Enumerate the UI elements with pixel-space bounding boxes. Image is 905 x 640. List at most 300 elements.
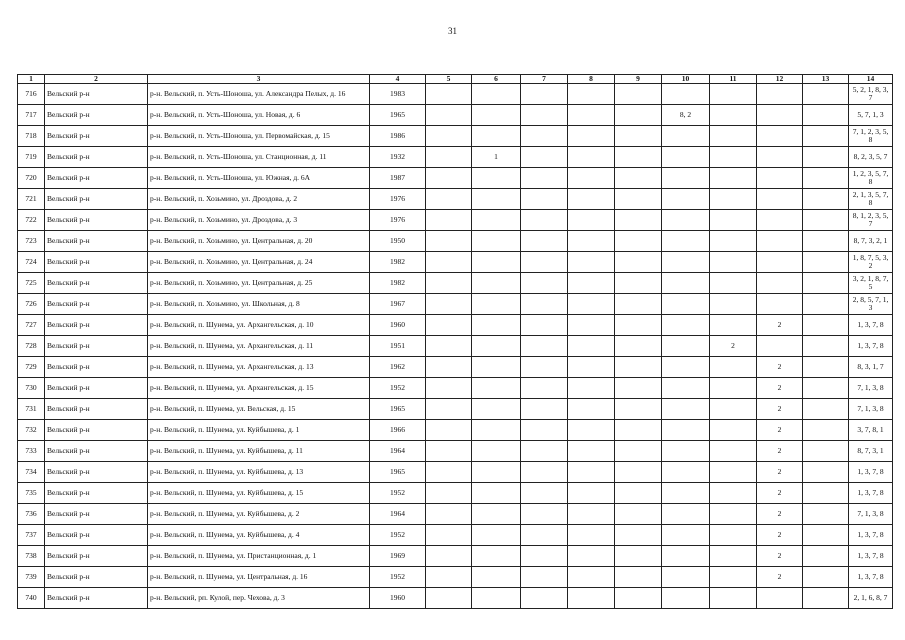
col9-cell (615, 315, 662, 336)
col8-cell (568, 210, 615, 231)
col8-cell (568, 252, 615, 273)
col9-cell (615, 483, 662, 504)
col11-cell: 2 (710, 336, 757, 357)
col11-cell (710, 357, 757, 378)
col10-cell (662, 378, 710, 399)
district-cell: Вельский р-н (45, 546, 148, 567)
col9-cell (615, 420, 662, 441)
col6-cell (472, 315, 521, 336)
col7-cell (521, 567, 568, 588)
table-row (18, 462, 893, 483)
table-row (18, 126, 893, 147)
col7-cell (521, 315, 568, 336)
year-cell: 1964 (370, 441, 426, 462)
col12-cell (757, 84, 803, 105)
col14-cell: 8, 3, 1, 7 (849, 357, 893, 378)
row-number-cell: 722 (18, 210, 45, 231)
col5-cell (426, 378, 472, 399)
col11-cell (710, 441, 757, 462)
col5-cell (426, 336, 472, 357)
year-cell: 1982 (370, 252, 426, 273)
table-body (18, 84, 893, 609)
col8-cell (568, 84, 615, 105)
col9-cell (615, 357, 662, 378)
address-cell: р-н. Вельский, п. Усть-Шоноша, ул. Новая, д. 6 (148, 105, 370, 126)
col8-cell (568, 588, 615, 609)
col5-cell (426, 525, 472, 546)
col11-cell (710, 525, 757, 546)
table-row (18, 231, 893, 252)
col14-cell: 2, 1, 6, 8, 7 (849, 588, 893, 609)
col7-cell (521, 336, 568, 357)
district-cell: Вельский р-н (45, 105, 148, 126)
col8-cell (568, 483, 615, 504)
col13-cell (803, 588, 849, 609)
year-cell: 1983 (370, 84, 426, 105)
col9-cell (615, 126, 662, 147)
col13-cell (803, 420, 849, 441)
col14-cell: 8, 7, 3, 2, 1 (849, 231, 893, 252)
district-cell: Вельский р-н (45, 84, 148, 105)
address-cell: р-н. Вельский, п. Шунема, ул. Архангельская, д. 15 (148, 378, 370, 399)
table-row (18, 336, 893, 357)
col13-cell (803, 252, 849, 273)
col6-cell (472, 525, 521, 546)
col13-cell (803, 105, 849, 126)
col5-cell (426, 231, 472, 252)
col11-cell (710, 546, 757, 567)
col10-cell (662, 294, 710, 315)
row-number-cell: 732 (18, 420, 45, 441)
row-number-cell: 728 (18, 336, 45, 357)
col9-cell (615, 231, 662, 252)
col8-cell (568, 273, 615, 294)
col14-cell: 7, 1, 3, 8 (849, 378, 893, 399)
row-number-cell: 733 (18, 441, 45, 462)
column-header: 6 (472, 75, 521, 84)
year-cell: 1952 (370, 483, 426, 504)
col12-cell (757, 231, 803, 252)
col7-cell (521, 210, 568, 231)
col5-cell (426, 210, 472, 231)
col14-cell: 1, 2, 3, 5, 7, 8 (849, 168, 893, 189)
col5-cell (426, 462, 472, 483)
col7-cell (521, 504, 568, 525)
district-cell: Вельский р-н (45, 525, 148, 546)
col10-cell (662, 462, 710, 483)
row-number-cell: 723 (18, 231, 45, 252)
col12-cell: 2 (757, 546, 803, 567)
col11-cell (710, 189, 757, 210)
column-header: 2 (45, 75, 148, 84)
col11-cell (710, 168, 757, 189)
col8-cell (568, 462, 615, 483)
row-number-cell: 718 (18, 126, 45, 147)
col5-cell (426, 441, 472, 462)
col13-cell (803, 168, 849, 189)
column-header: 1 (18, 75, 45, 84)
col9-cell (615, 210, 662, 231)
col6-cell (472, 420, 521, 441)
year-cell: 1976 (370, 210, 426, 231)
column-header: 8 (568, 75, 615, 84)
col6-cell (472, 546, 521, 567)
col6-cell (472, 273, 521, 294)
col13-cell (803, 483, 849, 504)
col9-cell (615, 462, 662, 483)
col10-cell (662, 168, 710, 189)
address-cell: р-н. Вельский, п. Шунема, ул. Архангельская, д. 13 (148, 357, 370, 378)
year-cell: 1987 (370, 168, 426, 189)
address-cell: р-н. Вельский, п. Шунема, ул. Куйбышева, д. 4 (148, 525, 370, 546)
col8-cell (568, 168, 615, 189)
col7-cell (521, 420, 568, 441)
col12-cell (757, 105, 803, 126)
address-cell: р-н. Вельский, п. Шунема, ул. Вельская, д. 15 (148, 399, 370, 420)
col14-cell: 2, 8, 5, 7, 1, 3 (849, 294, 893, 315)
row-number-cell: 735 (18, 483, 45, 504)
col7-cell (521, 273, 568, 294)
table-row (18, 105, 893, 126)
col9-cell (615, 105, 662, 126)
col14-cell: 7, 1, 3, 8 (849, 399, 893, 420)
address-cell: р-н. Вельский, п. Усть-Шоноша, ул. Александра Пелых, д. 16 (148, 84, 370, 105)
col12-cell: 2 (757, 483, 803, 504)
col13-cell (803, 357, 849, 378)
col8-cell (568, 126, 615, 147)
district-cell: Вельский р-н (45, 168, 148, 189)
data-table (17, 74, 893, 609)
col8-cell (568, 231, 615, 252)
year-cell: 1960 (370, 315, 426, 336)
year-cell: 1965 (370, 399, 426, 420)
col11-cell (710, 504, 757, 525)
col9-cell (615, 546, 662, 567)
column-header: 13 (803, 75, 849, 84)
col6-cell (472, 504, 521, 525)
col8-cell (568, 294, 615, 315)
district-cell: Вельский р-н (45, 336, 148, 357)
column-header: 5 (426, 75, 472, 84)
col7-cell (521, 231, 568, 252)
col10-cell (662, 441, 710, 462)
year-cell: 1932 (370, 147, 426, 168)
col13-cell (803, 336, 849, 357)
col6-cell (472, 399, 521, 420)
col13-cell (803, 84, 849, 105)
col12-cell (757, 273, 803, 294)
col14-cell: 1, 3, 7, 8 (849, 525, 893, 546)
district-cell: Вельский р-н (45, 420, 148, 441)
col9-cell (615, 525, 662, 546)
year-cell: 1952 (370, 378, 426, 399)
col10-cell (662, 483, 710, 504)
col5-cell (426, 273, 472, 294)
district-cell: Вельский р-н (45, 357, 148, 378)
col9-cell (615, 189, 662, 210)
district-cell: Вельский р-н (45, 147, 148, 168)
col6-cell (472, 441, 521, 462)
col8-cell (568, 504, 615, 525)
col13-cell (803, 126, 849, 147)
col5-cell (426, 483, 472, 504)
col14-cell: 8, 7, 3, 1 (849, 441, 893, 462)
col13-cell (803, 378, 849, 399)
address-cell: р-н. Вельский, п. Хозьмино, ул. Дроздова, д. 3 (148, 210, 370, 231)
address-cell: р-н. Вельский, п. Шунема, ул. Куйбышева, д. 15 (148, 483, 370, 504)
district-cell: Вельский р-н (45, 126, 148, 147)
year-cell: 1950 (370, 231, 426, 252)
col11-cell (710, 84, 757, 105)
column-header: 14 (849, 75, 893, 84)
year-cell: 1962 (370, 357, 426, 378)
col13-cell (803, 189, 849, 210)
row-number-cell: 736 (18, 504, 45, 525)
col13-cell (803, 273, 849, 294)
district-cell: Вельский р-н (45, 210, 148, 231)
col10-cell (662, 336, 710, 357)
district-cell: Вельский р-н (45, 483, 148, 504)
col9-cell (615, 399, 662, 420)
col13-cell (803, 147, 849, 168)
col7-cell (521, 588, 568, 609)
col7-cell (521, 126, 568, 147)
col7-cell (521, 357, 568, 378)
col11-cell (710, 378, 757, 399)
table-row (18, 357, 893, 378)
address-cell: р-н. Вельский, п. Усть-Шоноша, ул. Первомайская, д. 15 (148, 126, 370, 147)
row-number-cell: 737 (18, 525, 45, 546)
col5-cell (426, 84, 472, 105)
col5-cell (426, 126, 472, 147)
col12-cell (757, 147, 803, 168)
col12-cell: 2 (757, 504, 803, 525)
district-cell: Вельский р-н (45, 441, 148, 462)
table-row (18, 189, 893, 210)
district-cell: Вельский р-н (45, 504, 148, 525)
row-number-cell: 720 (18, 168, 45, 189)
col13-cell (803, 546, 849, 567)
col12-cell (757, 210, 803, 231)
district-cell: Вельский р-н (45, 315, 148, 336)
row-number-cell: 716 (18, 84, 45, 105)
col11-cell (710, 210, 757, 231)
col6-cell (472, 336, 521, 357)
row-number-cell: 719 (18, 147, 45, 168)
col9-cell (615, 147, 662, 168)
year-cell: 1976 (370, 189, 426, 210)
col14-cell: 1, 3, 7, 8 (849, 462, 893, 483)
col13-cell (803, 567, 849, 588)
col12-cell: 2 (757, 567, 803, 588)
col12-cell: 2 (757, 399, 803, 420)
district-cell: Вельский р-н (45, 378, 148, 399)
col10-cell (662, 315, 710, 336)
table-row (18, 147, 893, 168)
address-cell: р-н. Вельский, п. Шунема, ул. Пристанционная, д. 1 (148, 546, 370, 567)
col9-cell (615, 336, 662, 357)
col6-cell (472, 588, 521, 609)
col12-cell: 2 (757, 441, 803, 462)
col6-cell (472, 231, 521, 252)
col11-cell (710, 462, 757, 483)
col5-cell (426, 399, 472, 420)
col5-cell (426, 315, 472, 336)
col8-cell (568, 546, 615, 567)
col10-cell (662, 189, 710, 210)
col11-cell (710, 420, 757, 441)
row-number-cell: 740 (18, 588, 45, 609)
col9-cell (615, 378, 662, 399)
col7-cell (521, 525, 568, 546)
col10-cell (662, 525, 710, 546)
row-number-cell: 739 (18, 567, 45, 588)
col13-cell (803, 504, 849, 525)
col13-cell (803, 210, 849, 231)
row-number-cell: 727 (18, 315, 45, 336)
col10-cell (662, 273, 710, 294)
header-row (18, 75, 893, 84)
row-number-cell: 725 (18, 273, 45, 294)
col7-cell (521, 378, 568, 399)
col9-cell (615, 441, 662, 462)
column-header: 12 (757, 75, 803, 84)
col7-cell (521, 441, 568, 462)
col7-cell (521, 105, 568, 126)
col11-cell (710, 483, 757, 504)
col12-cell (757, 252, 803, 273)
col5-cell (426, 357, 472, 378)
address-cell: р-н. Вельский, п. Хозьмино, ул. Центральная, д. 20 (148, 231, 370, 252)
table-row (18, 84, 893, 105)
col7-cell (521, 399, 568, 420)
year-cell: 1966 (370, 420, 426, 441)
col11-cell (710, 273, 757, 294)
col5-cell (426, 504, 472, 525)
col9-cell (615, 252, 662, 273)
address-cell: р-н. Вельский, п. Усть-Шоноша, ул. Станционная, д. 11 (148, 147, 370, 168)
address-cell: р-н. Вельский, п. Шунема, ул. Куйбышева, д. 1 (148, 420, 370, 441)
district-cell: Вельский р-н (45, 294, 148, 315)
row-number-cell: 724 (18, 252, 45, 273)
col14-cell: 7, 1, 3, 8 (849, 504, 893, 525)
col5-cell (426, 546, 472, 567)
col5-cell (426, 105, 472, 126)
col6-cell (472, 126, 521, 147)
col12-cell: 2 (757, 378, 803, 399)
col11-cell (710, 315, 757, 336)
col10-cell (662, 588, 710, 609)
col6-cell (472, 294, 521, 315)
district-cell: Вельский р-н (45, 273, 148, 294)
table-row (18, 504, 893, 525)
col12-cell: 2 (757, 525, 803, 546)
col7-cell (521, 483, 568, 504)
page-number: 31 (448, 26, 457, 36)
table-row (18, 588, 893, 609)
address-cell: р-н. Вельский, п. Хозьмино, ул. Центральная, д. 24 (148, 252, 370, 273)
col14-cell: 1, 3, 7, 8 (849, 315, 893, 336)
col13-cell (803, 315, 849, 336)
col10-cell (662, 252, 710, 273)
col12-cell (757, 168, 803, 189)
address-cell: р-н. Вельский, п. Шунема, ул. Архангельская, д. 10 (148, 315, 370, 336)
col6-cell (472, 168, 521, 189)
col10-cell (662, 504, 710, 525)
col13-cell (803, 231, 849, 252)
table-row (18, 525, 893, 546)
table-row (18, 546, 893, 567)
col7-cell (521, 84, 568, 105)
col8-cell (568, 189, 615, 210)
col8-cell (568, 315, 615, 336)
table-row (18, 378, 893, 399)
column-header: 10 (662, 75, 710, 84)
col14-cell: 1, 8, 7, 5, 3, 2 (849, 252, 893, 273)
col7-cell (521, 147, 568, 168)
district-cell: Вельский р-н (45, 462, 148, 483)
col6-cell (472, 252, 521, 273)
col14-cell: 1, 3, 7, 8 (849, 336, 893, 357)
address-cell: р-н. Вельский, п. Хозьмино, ул. Школьная, д. 8 (148, 294, 370, 315)
col5-cell (426, 294, 472, 315)
column-header: 7 (521, 75, 568, 84)
col11-cell (710, 126, 757, 147)
col10-cell (662, 357, 710, 378)
table-row (18, 420, 893, 441)
year-cell: 1952 (370, 567, 426, 588)
col7-cell (521, 546, 568, 567)
col14-cell: 5, 2, 1, 8, 3, 7 (849, 84, 893, 105)
year-cell: 1969 (370, 546, 426, 567)
col10-cell (662, 210, 710, 231)
col6-cell (472, 483, 521, 504)
year-cell: 1982 (370, 273, 426, 294)
col10-cell (662, 399, 710, 420)
col6-cell (472, 84, 521, 105)
col14-cell: 2, 1, 3, 5, 7, 8 (849, 189, 893, 210)
col11-cell (710, 294, 757, 315)
address-cell: р-н. Вельский, п. Шунема, ул. Куйбышева, д. 13 (148, 462, 370, 483)
table-row (18, 294, 893, 315)
col12-cell (757, 588, 803, 609)
col9-cell (615, 588, 662, 609)
col8-cell (568, 105, 615, 126)
col10-cell (662, 231, 710, 252)
year-cell: 1967 (370, 294, 426, 315)
col6-cell (472, 105, 521, 126)
col7-cell (521, 189, 568, 210)
col8-cell (568, 336, 615, 357)
row-number-cell: 738 (18, 546, 45, 567)
address-cell: р-н. Вельский, п. Шунема, ул. Куйбышева, д. 11 (148, 441, 370, 462)
column-header: 9 (615, 75, 662, 84)
col8-cell (568, 399, 615, 420)
district-cell: Вельский р-н (45, 189, 148, 210)
year-cell: 1952 (370, 525, 426, 546)
col14-cell: 5, 7, 1, 3 (849, 105, 893, 126)
table-row (18, 168, 893, 189)
year-cell: 1986 (370, 126, 426, 147)
column-header: 4 (370, 75, 426, 84)
col14-cell: 1, 3, 7, 8 (849, 567, 893, 588)
row-number-cell: 726 (18, 294, 45, 315)
col14-cell: 7, 1, 2, 3, 5, 8 (849, 126, 893, 147)
col8-cell (568, 525, 615, 546)
col10-cell (662, 84, 710, 105)
col12-cell: 2 (757, 420, 803, 441)
year-cell: 1965 (370, 462, 426, 483)
